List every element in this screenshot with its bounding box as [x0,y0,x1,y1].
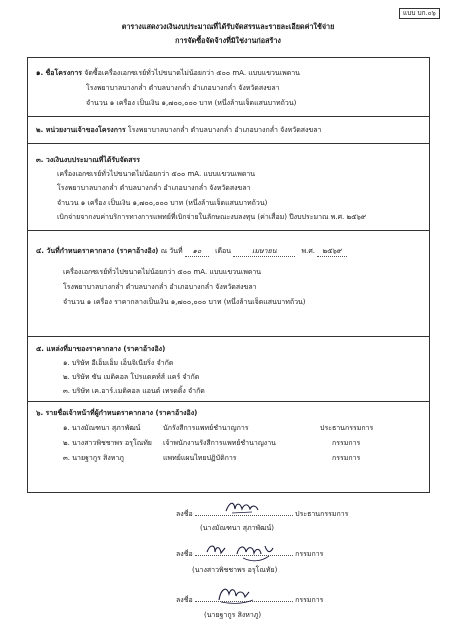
budget-line4: เบิกจ่ายจากงบค่าบริการทางการแพทย์ที่เบิกจ่ายในลักษณะงบลงทุน (ค่าเสื่อม) ปีงบประมาณ พ.ศ. ๒๕๖๙ [57,213,366,221]
price-date-year: ๒๕๖๙ [317,247,347,257]
signature-role: กรรมการ [295,550,324,558]
price-date-line1: เครื่องเอกซเรย์ทั่วไปขนาดไม่น้อยกว่า ๕๐๐ mA. แบบแขวนเพดาน [63,268,262,276]
signature-prefix: ลงชื่อ [176,596,193,604]
price-date-month-prefix: เดือน [215,247,232,255]
price-source-item: ๑. บริษัท อีเอ็มเอ็ม เอ็นจิเนียริ่ง จำกัด [63,359,174,367]
handwritten-signature [213,582,263,606]
committee-member-role: กรรมการ [332,439,361,447]
price-source-item: ๓. บริษัท เค.อาร์.เมดิคอล แอนด์ เทรดดิ้ง จำกัด [63,387,205,395]
committee-member-position: นักรังสีการแพทย์ชำนาญการ [163,424,249,432]
committee-member-name: ๓. นายฐากูร สิงหาภู [63,454,124,462]
section-budget-label: ๓. วงเงินงบประมาณที่ได้รับจัดสรร [36,156,141,164]
section-project-name [36,69,300,78]
committee-member-name: ๒. นางสาวพิชชาพร อรุโณทัย [63,439,152,447]
row-divider [27,401,430,402]
committee-member-role: กรรมการ [332,454,361,462]
row-divider [27,336,430,337]
committee-member-role: ประธานกรรมการ [320,424,374,432]
committee-member-position: แพทย์แผนไทยปฏิบัติการ [163,454,237,462]
row-divider [27,230,430,231]
handwritten-signature [222,497,262,517]
section-owner-unit-label: ๒. หน่วยงานเจ้าของโครงการ [36,126,126,134]
form-code: แบบ บก.๐๖ [399,8,440,19]
owner-unit-value: โรงพยาบาลบางกล่ำ ตำบลบางกล่ำ อำเภอบางกล่ำ จังหวัดสงขลา [127,126,322,134]
project-name-line3: จำนวน ๑ เครื่อง เป็นเงิน ๑,๗๐๐,๐๐๐ บาท (หนึ่งล้านเจ็ดแสนบาทถ้วน) [86,99,297,107]
price-date-day-prefix: ณ วันที่ [160,247,183,255]
section-project-name-label: ๑. ชื่อโครงการ [36,69,83,77]
document-title-line2: การจัดซื้อจัดจ้างที่มิใช่งานก่อสร้าง [175,36,281,45]
price-date-month: เมษายน [233,247,295,257]
budget-line2: โรงพยาบาลบางกล่ำ ตำบลบางกล่ำ อำเภอบางกล่ำ จังหวัดสงขลา [57,184,251,192]
committee-member-position: เจ้าพนักงานรังสีการแพทย์ชำนาญงาน [163,439,276,447]
project-name-line2: โรงพยาบาลบางกล่ำ ตำบลบางกล่ำ อำเภอบางกล่ำ จังหวัดสงขลา [86,84,280,92]
section-price-source-label: ๕. แหล่งที่มาของราคากลาง (ราคาอ้างอิง) [36,345,166,353]
signature-role: ประธานกรรมการ [295,510,349,518]
project-name-line1: จัดซื้อเครื่องเอกซเรย์ทั่วไปขนาดไม่น้อยกว่า ๕๐๐ mA. แบบแขวนเพดาน [84,69,300,77]
signature-role: กรรมการ [295,596,324,604]
committee-member-name: ๑. นางมัณฑนา สุภาพัฒน์ [63,424,141,432]
price-date-day: ๑๐ [185,247,209,257]
section-owner-unit [36,126,321,135]
price-date-line2: โรงพยาบาลบางกล่ำ ตำบลบางกล่ำ อำเภอบางกล่ำ จังหวัดสงขลา [63,283,257,291]
price-source-item: ๒. บริษัท ซัน เมดิคอล โปรแดคท์ส์ แคร์ จำกัด [63,373,200,381]
budget-line1: เครื่องเอกซเรย์ทั่วไปขนาดไม่น้อยกว่า ๕๐๐ mA. แบบแขวนเพดาน [57,170,256,178]
price-date-year-prefix: พ.ศ. [301,247,316,255]
handwritten-signature [203,540,283,562]
signature-line [176,510,348,519]
signature-prefix: ลงชื่อ [176,550,193,558]
budget-line3: จำนวน ๑ เครื่อง เป็นเงิน ๑,๗๐๐,๐๐๐ บาท (หนึ่งล้านเจ็ดแสนบาทถ้วน) [57,199,268,207]
price-date-line3: จำนวน ๑ เครื่อง ราคากลางเป็นเงิน ๑,๗๐๐,๐๐๐ บาท (หนึ่งล้านเจ็ดแสนบาทถ้วน) [63,298,306,306]
signature-name: (นางมัณฑนา สุภาพัฒน์) [200,524,274,532]
section-price-date [36,247,347,257]
signature-name: (นายฐากูร สิงหาภู) [204,611,262,619]
document-title-line1: ตารางแสดงวงเงินงบประมาณที่ได้รับจัดสรรและรายละเอียดค่าใช้จ่าย [121,22,335,31]
signature-prefix: ลงชื่อ [176,510,193,518]
row-divider [27,143,430,144]
row-divider [27,116,430,117]
section-price-date-label: ๔. วันที่กำหนดราคากลาง (ราคาอ้างอิง) [36,247,159,255]
signature-name: (นางสาวพิชชาพร อรุโณทัย) [192,566,278,574]
section-committee-label: ๖. รายชื่อเจ้าหน้าที่ผู้กำหนดราคากลาง (ราคาอ้างอิง) [36,409,198,417]
